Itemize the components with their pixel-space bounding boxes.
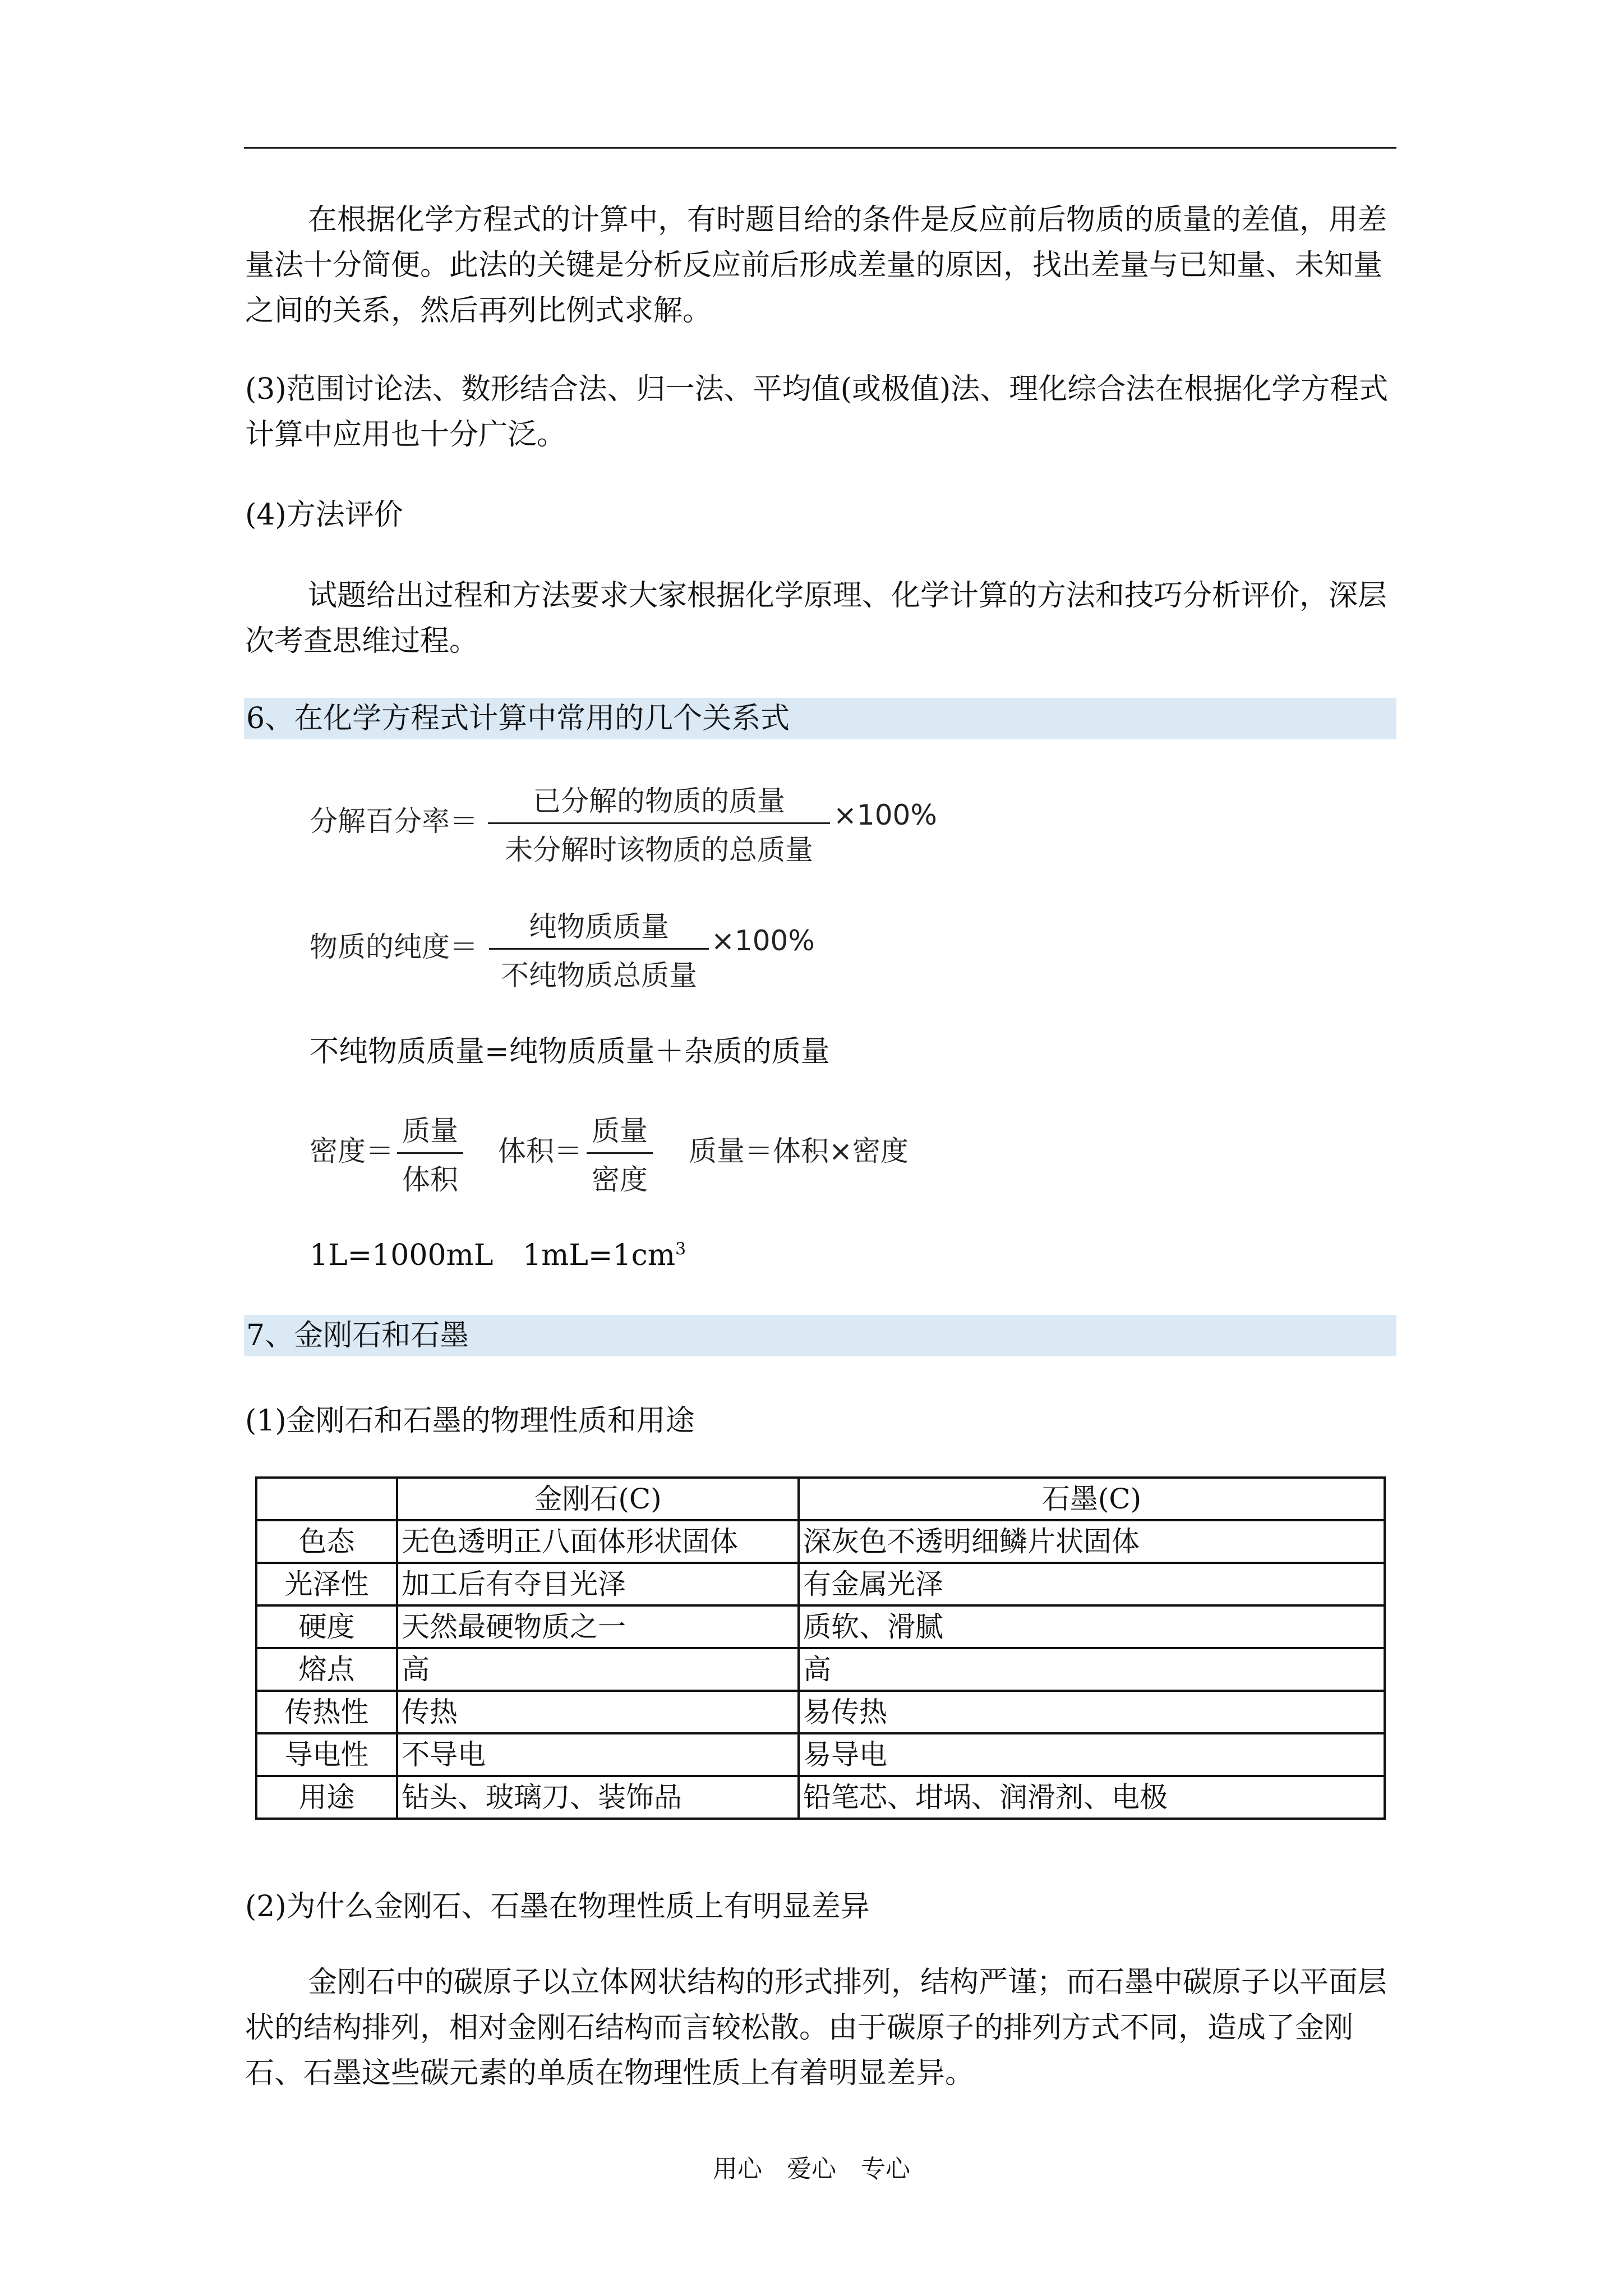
diamond-value-cell: 高: [397, 1648, 799, 1691]
table-row: [256, 1520, 1385, 1563]
property-name-cell: 光泽性: [256, 1563, 397, 1605]
diamond-value-cell: 加工后有夺目光泽: [397, 1563, 799, 1605]
unit-superscript: 3: [675, 1239, 686, 1259]
table-row: [256, 1648, 1385, 1691]
graphite-value-cell: 深灰色不透明细鳞片状固体: [799, 1520, 1385, 1563]
section-6-heading: 6、在化学方程式计算中常用的几个关系式: [244, 698, 1396, 739]
header-rule: [244, 147, 1396, 149]
section-7-heading: 7、金刚石和石墨: [244, 1315, 1396, 1356]
property-name-cell: 硬度: [256, 1605, 397, 1648]
density-numerator: 质量: [402, 1115, 458, 1147]
table-row: [256, 1776, 1385, 1819]
subsection-2-heading: (2)为什么金刚石、石墨在物理性质上有明显差异: [245, 1890, 870, 1924]
table-row: [256, 1691, 1385, 1733]
method-evaluation-paragraph: 试题给出过程和方法要求大家根据化学原理、化学计算的方法和技巧分析评价，深层次考查思维过程。: [245, 579, 1387, 658]
fraction-bar: [489, 948, 709, 950]
property-name-cell: 用途: [256, 1776, 397, 1819]
volume-lhs: 体积＝: [498, 1135, 582, 1167]
table-header-cell: 石墨(C): [799, 1478, 1385, 1520]
diamond-value-cell: 钻头、玻璃刀、装饰品: [397, 1776, 799, 1819]
density-denominator: 体积: [402, 1163, 458, 1196]
graphite-value-cell: 易导电: [799, 1733, 1385, 1776]
page-footer: 用心 爱心 专心: [713, 2155, 910, 2183]
fraction-bar: [587, 1152, 653, 1154]
purity-denominator: 不纯物质总质量: [501, 959, 697, 992]
structure-explanation-paragraph: 金刚石中的碳原子以立体网状结构的形式排列，结构严谨；而石墨中碳原子以平面层状的结构排列，相对金刚石结构而言较松散。由于碳原子的排列方式不同，造成了金刚石、石墨这些碳元素的单质在物理性质上有着明显差异。: [245, 1966, 1387, 2090]
diamond-value-cell: 天然最硬物质之一: [397, 1605, 799, 1648]
unit-ml-text: 1mL=1cm: [523, 1239, 676, 1272]
diamond-value-cell: 传热: [397, 1691, 799, 1733]
impure-mass-relation: 不纯物质质量=纯物质质量＋杂质的质量: [310, 1035, 830, 1069]
mass-formula: 质量＝体积×密度: [689, 1135, 909, 1167]
graphite-value-cell: 有金属光泽: [799, 1563, 1385, 1605]
graphite-value-cell: 高: [799, 1648, 1385, 1691]
volume-denominator: 密度: [592, 1163, 648, 1196]
volume-fraction: [587, 1108, 653, 1198]
unit-ml-conversion: [523, 1239, 686, 1272]
unit-liter-conversion: 1L=1000mL: [310, 1239, 494, 1272]
volume-numerator: 质量: [592, 1115, 648, 1147]
method-4-heading: (4)方法评价: [245, 498, 403, 532]
purity-fraction: [489, 904, 709, 993]
fraction-bar: [488, 822, 830, 824]
density-fraction: [397, 1108, 463, 1198]
table-row: [256, 1733, 1385, 1776]
decomposition-denominator: 未分解时该物质的总质量: [505, 834, 813, 866]
purity-numerator: 纯物质质量: [529, 910, 669, 943]
table-header-cell: [256, 1478, 397, 1520]
table-row: [256, 1605, 1385, 1648]
fraction-bar: [397, 1152, 463, 1154]
decomposition-numerator: 已分解的物质的质量: [533, 785, 785, 817]
method-3-paragraph: (3)范围讨论法、数形结合法、归一法、平均值(或极值)法、理化综合法在根据化学方程式计算中应用也十分广泛。: [245, 372, 1389, 452]
table-row: [256, 1563, 1385, 1605]
table-header-cell: 金刚石(C): [397, 1478, 799, 1520]
property-name-cell: 熔点: [256, 1648, 397, 1691]
purity-rhs: ×100%: [711, 924, 815, 957]
property-name-cell: 导电性: [256, 1733, 397, 1776]
diamond-value-cell: 无色透明正八面体形状固体: [397, 1520, 799, 1563]
graphite-value-cell: 铅笔芯、坩埚、润滑剂、电极: [799, 1776, 1385, 1819]
purity-lhs: 物质的纯度＝: [310, 931, 478, 963]
subsection-1-heading: (1)金刚石和石墨的物理性质和用途: [245, 1404, 695, 1438]
decomposition-rhs: ×100%: [833, 799, 937, 831]
density-lhs: 密度＝: [310, 1135, 394, 1167]
property-name-cell: 色态: [256, 1520, 397, 1563]
decomposition-fraction: [488, 779, 830, 868]
difference-method-paragraph: 在根据化学方程式的计算中，有时题目给的条件是反应前后物质的质量的差值，用差量法十分简便。此法的关键是分析反应前后形成差量的原因，找出差量与已知量、未知量之间的关系，然后再列比例式求解。: [245, 203, 1387, 328]
properties-table: [255, 1476, 1386, 1820]
decomposition-lhs: 分解百分率＝: [310, 805, 478, 838]
diamond-value-cell: 不导电: [397, 1733, 799, 1776]
graphite-value-cell: 易传热: [799, 1691, 1385, 1733]
table-header-row: [256, 1478, 1385, 1520]
graphite-value-cell: 质软、滑腻: [799, 1605, 1385, 1648]
property-name-cell: 传热性: [256, 1691, 397, 1733]
